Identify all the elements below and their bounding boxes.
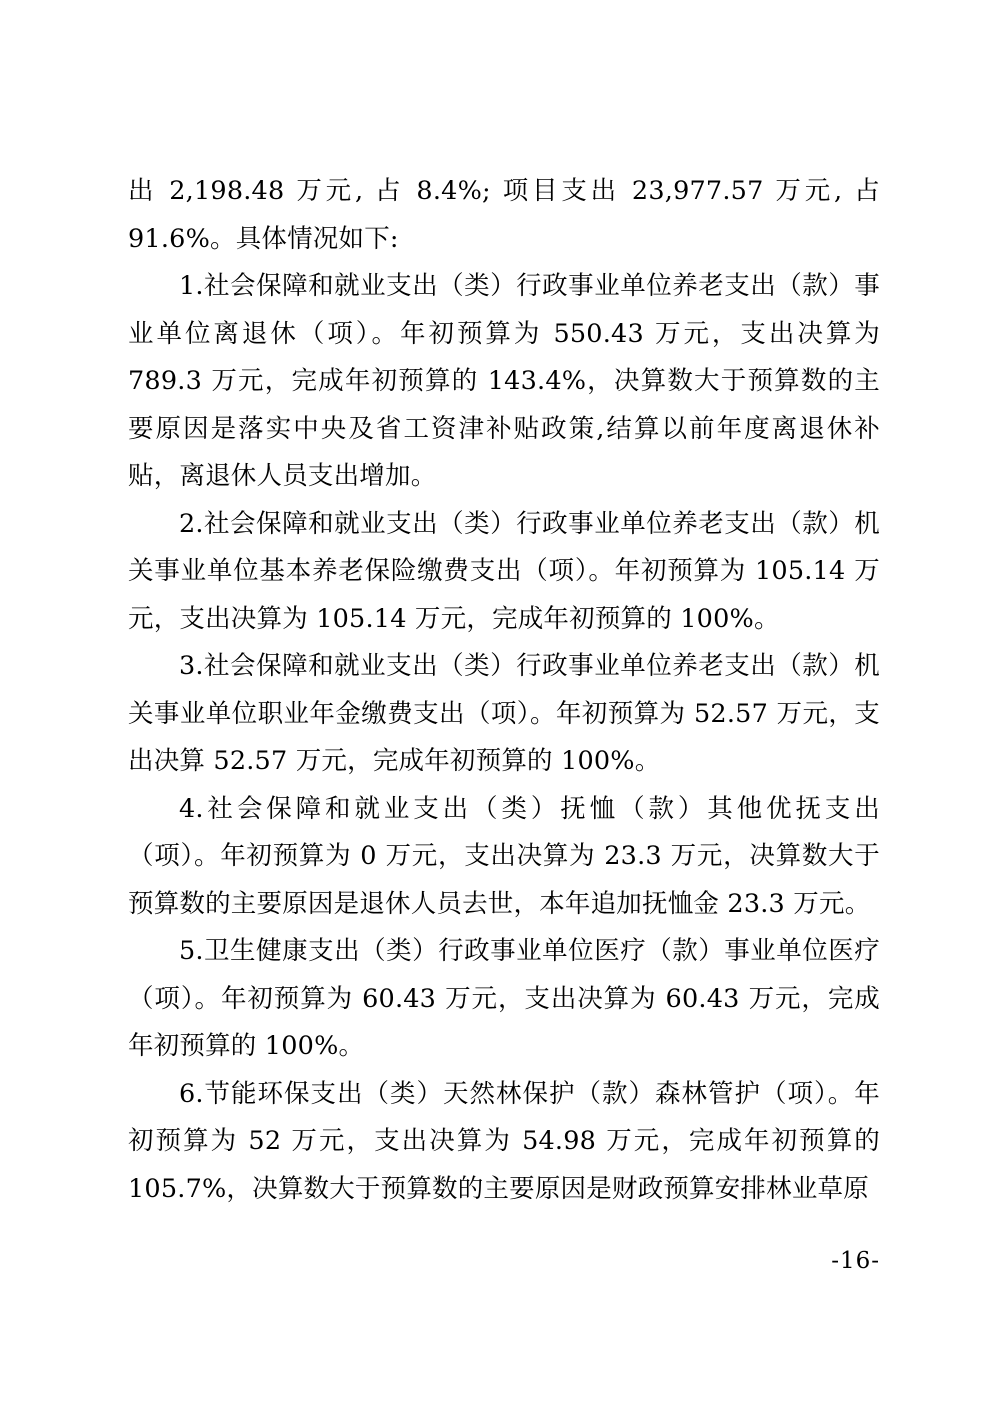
paragraph-6: 5.卫生健康支出（类）行政事业单位医疗（款）事业单位医疗（项）。年初预算为 60.43 万元，支出决算为 60.43 万元，完成年初预算的 100%。 <box>128 936 880 1061</box>
paragraph-1: 出 2,198.48 万元, 占 8.4%; 项目支出 23,977.57 万元, 占 91.6%。具体情况如下: <box>128 176 889 254</box>
paragraph-7: 6.节能环保支出（类）天然林保护（款）森林管护（项）。年初预算为 52 万元，支出决算为 54.98 万元，完成年初预算的 105.7%，决算数大于预算数的主要原因是财政预算安排林业草原 <box>128 1078 889 1204</box>
paragraph-2: 1.社会保障和就业支出（类）行政事业单位养老支出（款）事业单位离退休（项）。年初预算为 550.43 万元，支出决算为 789.3 万元，完成年初预算的 143.4%，决算数大于预算数的主要原因是落实中央及省工资津补贴政策,结算以前年度离退休补贴，离退休人员支出增加。 <box>128 271 889 491</box>
document-body <box>128 168 889 1213</box>
paragraph-3: 2.社会保障和就业支出（类）行政事业单位养老支出（款）机关事业单位基本养老保险缴费支出（项）。年初预算为 105.14 万元，支出决算为 105.14 万元，完成年初预算的 100%。 <box>128 508 880 634</box>
page-number: -16- <box>831 1248 880 1274</box>
paragraph-4: 3.社会保障和就业支出（类）行政事业单位养老支出（款）机关事业单位职业年金缴费支出（项）。年初预算为 52.57 万元，支出决算 52.57 万元，完成年初预算的 100%。 <box>128 651 880 776</box>
paragraph-5: 4.社会保障和就业支出（类）抚恤（款）其他优抚支出（项）。年初预算为 0 万元，支出决算为 23.3 万元，决算数大于预算数的主要原因是退休人员去世，本年追加抚恤金 23.3 万元。 <box>128 793 880 919</box>
